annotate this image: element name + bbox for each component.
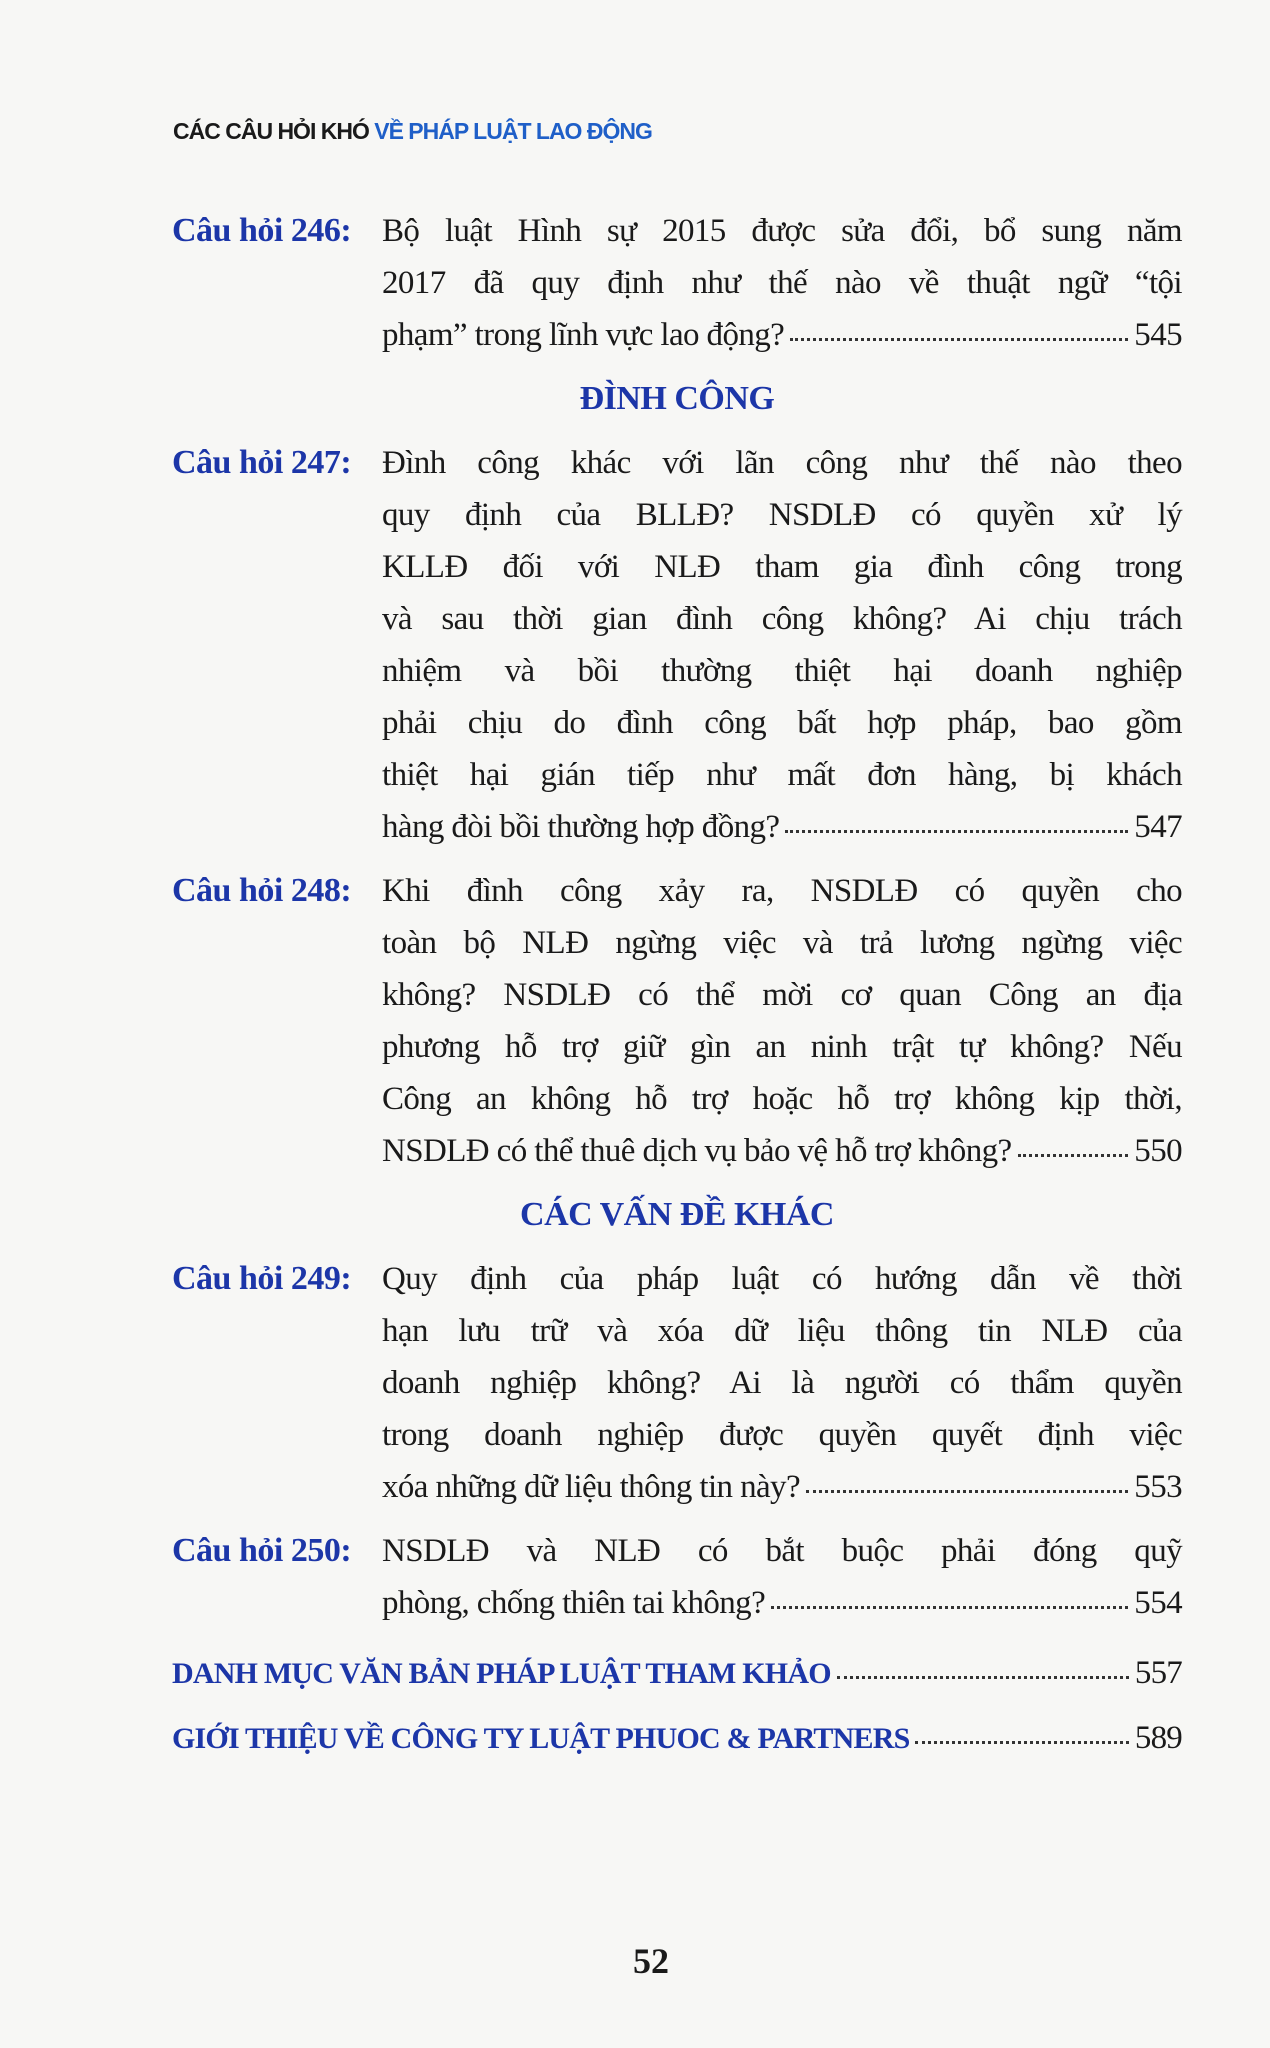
question-line: Khi đình công xảy ra, NSDLĐ có quyền cho bbox=[382, 873, 1182, 909]
entry-title: GIỚI THIỆU VỀ CÔNG TY LUẬT PHUOC & PARTNERS bbox=[172, 1722, 910, 1755]
question-line: Công an không hỗ trợ hoặc hỗ trợ không kịp thời, bbox=[382, 1081, 1182, 1117]
toc-entry[interactable] bbox=[172, 1525, 1182, 1629]
dot-leader bbox=[790, 338, 1128, 341]
question-label: Câu hỏi 246: bbox=[172, 212, 352, 249]
toc-entry[interactable] bbox=[172, 865, 1182, 1177]
question-line: NSDLĐ có thể thuê dịch vụ bảo vệ hỗ trợ không? bbox=[382, 1133, 1012, 1169]
dot-leader bbox=[837, 1676, 1129, 1679]
entry-page-number: 545 bbox=[1134, 317, 1182, 353]
entry-title: DANH MỤC VĂN BẢN PHÁP LUẬT THAM KHẢO bbox=[172, 1657, 831, 1690]
section-heading: CÁC VẤN ĐỀ KHÁC bbox=[520, 1196, 834, 1233]
question-last-line bbox=[382, 1125, 1182, 1177]
question-line: phạm” trong lĩnh vực lao động? bbox=[382, 317, 785, 353]
question-last-line bbox=[382, 1577, 1182, 1629]
toc-entry[interactable] bbox=[172, 1253, 1182, 1513]
header-title-part2: VỀ PHÁP LUẬT LAO ĐỘNG bbox=[374, 118, 652, 144]
question-last-line bbox=[382, 309, 1182, 361]
question-line: Quy định của pháp luật có hướng dẫn về thời bbox=[382, 1261, 1182, 1297]
question-line: 2017 đã quy định như thế nào về thuật ngữ “tội bbox=[382, 265, 1182, 301]
question-label: Câu hỏi 248: bbox=[172, 872, 352, 909]
question-last-line bbox=[382, 801, 1182, 853]
entry-page-number: 547 bbox=[1134, 809, 1182, 845]
entry-page-number: 589 bbox=[1134, 1720, 1182, 1756]
toc-entry[interactable] bbox=[172, 205, 1182, 361]
entry-page-number: 550 bbox=[1134, 1133, 1182, 1169]
toc-appendix-entry[interactable] bbox=[172, 1641, 1182, 1706]
question-line: KLLĐ đối với NLĐ tham gia đình công trong bbox=[382, 549, 1182, 585]
question-line: hạn lưu trữ và xóa dữ liệu thông tin NLĐ của bbox=[382, 1313, 1182, 1349]
question-line: doanh nghiệp không? Ai là người có thẩm quyền bbox=[382, 1365, 1182, 1401]
question-label: Câu hỏi 250: bbox=[172, 1532, 352, 1569]
running-header bbox=[173, 118, 652, 145]
question-line: hàng đòi bồi thường hợp đồng? bbox=[382, 809, 780, 845]
dot-leader bbox=[785, 830, 1128, 833]
question-text bbox=[382, 437, 1182, 853]
dot-leader bbox=[1018, 1154, 1129, 1157]
question-text bbox=[382, 205, 1182, 361]
question-text bbox=[382, 865, 1182, 1177]
toc-entry[interactable] bbox=[172, 437, 1182, 853]
question-line: phòng, chống thiên tai không? bbox=[382, 1585, 766, 1621]
question-line: không? NSDLĐ có thể mời cơ quan Công an địa bbox=[382, 977, 1182, 1013]
question-line: nhiệm và bồi thường thiệt hại doanh nghiệp bbox=[382, 653, 1182, 689]
question-line: phải chịu do đình công bất hợp pháp, bao gồm bbox=[382, 705, 1182, 741]
entry-page-number: 554 bbox=[1134, 1585, 1182, 1621]
question-text bbox=[382, 1525, 1182, 1629]
entry-page-number: 557 bbox=[1134, 1655, 1182, 1691]
question-last-line bbox=[382, 1461, 1182, 1513]
question-line: xóa những dữ liệu thông tin này? bbox=[382, 1469, 801, 1505]
table-of-contents bbox=[172, 205, 1182, 1771]
question-label: Câu hỏi 247: bbox=[172, 444, 352, 481]
entry-page-number: 553 bbox=[1134, 1469, 1182, 1505]
header-title-part1: CÁC CÂU HỎI KHÓ bbox=[173, 118, 369, 144]
question-line: trong doanh nghiệp được quyền quyết định việc bbox=[382, 1417, 1182, 1453]
dot-leader bbox=[915, 1741, 1128, 1744]
question-label: Câu hỏi 249: bbox=[172, 1260, 352, 1297]
question-line: quy định của BLLĐ? NSDLĐ có quyền xử lý bbox=[382, 497, 1182, 533]
question-line: Đình công khác với lãn công như thế nào theo bbox=[382, 445, 1182, 481]
dot-leader bbox=[806, 1490, 1128, 1493]
question-line: thiệt hại gián tiếp như mất đơn hàng, bị khách bbox=[382, 757, 1182, 793]
question-line: NSDLĐ và NLĐ có bắt buộc phải đóng quỹ bbox=[382, 1533, 1182, 1569]
dot-leader bbox=[771, 1606, 1128, 1609]
question-line: phương hỗ trợ giữ gìn an ninh trật tự không? Nếu bbox=[382, 1029, 1182, 1065]
question-line: Bộ luật Hình sự 2015 được sửa đổi, bổ sung năm bbox=[382, 213, 1182, 249]
question-line: và sau thời gian đình công không? Ai chịu trách bbox=[382, 601, 1182, 637]
page-number: 52 bbox=[633, 1941, 669, 1981]
question-line: toàn bộ NLĐ ngừng việc và trả lương ngừng việc bbox=[382, 925, 1182, 961]
section-heading: ĐÌNH CÔNG bbox=[579, 380, 775, 417]
toc-appendix-entry[interactable] bbox=[172, 1706, 1182, 1771]
question-text bbox=[382, 1253, 1182, 1513]
